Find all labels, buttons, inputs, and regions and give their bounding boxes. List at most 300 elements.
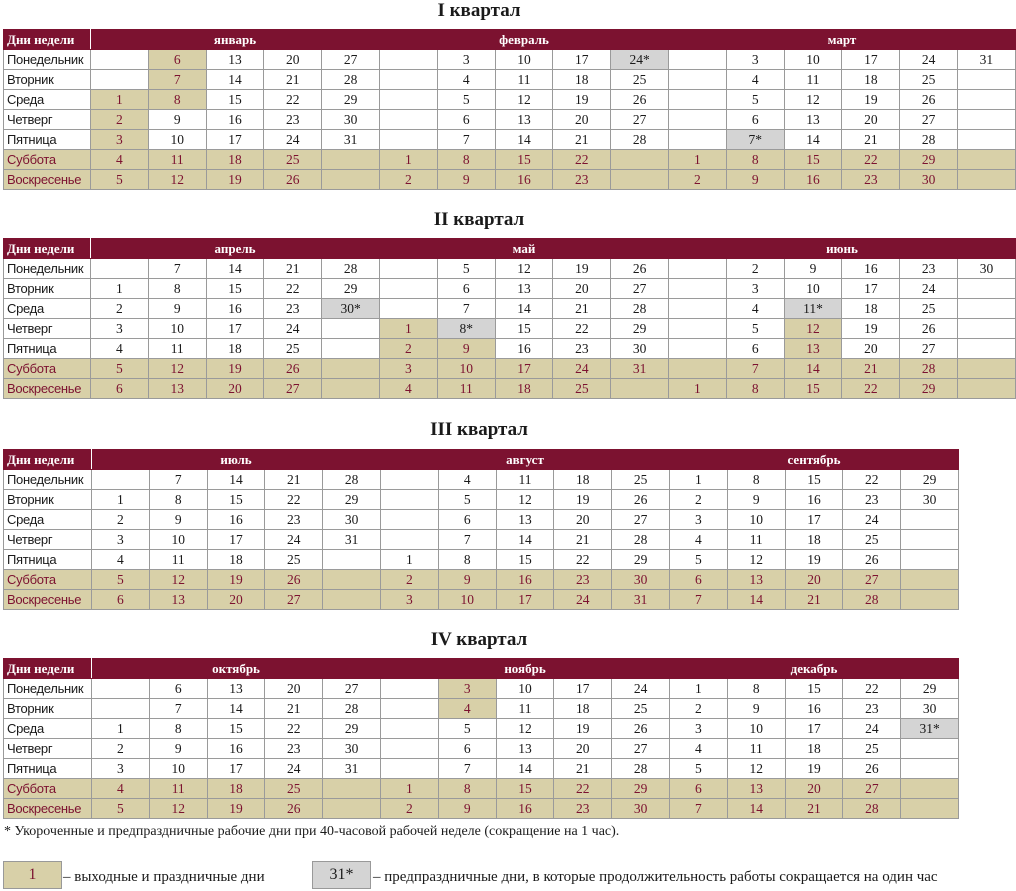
weekday-column-header: Дни недели xyxy=(4,30,91,50)
day-cell: 1 xyxy=(669,150,727,170)
day-cell: 20 xyxy=(554,510,612,530)
day-cell: 3 xyxy=(726,50,784,70)
weekday-column-header: Дни недели xyxy=(4,450,92,470)
day-cell xyxy=(322,339,380,359)
day-cell: 31 xyxy=(323,759,381,779)
day-cell: 12 xyxy=(784,319,842,339)
month-header-1: июль xyxy=(92,450,381,470)
day-cell: 24 xyxy=(900,279,958,299)
day-cell: 28 xyxy=(843,590,901,610)
day-cell: 25 xyxy=(900,299,958,319)
day-cell: 26 xyxy=(264,359,322,379)
day-cell: 4 xyxy=(91,339,149,359)
day-cell: 27 xyxy=(323,679,381,699)
day-cell: 19 xyxy=(207,799,265,819)
day-cell xyxy=(901,570,959,590)
day-cell: 2 xyxy=(91,110,149,130)
day-cell: 15 xyxy=(496,779,554,799)
day-cell: 8 xyxy=(727,470,785,490)
day-cell: 17 xyxy=(553,50,611,70)
day-cell: 30 xyxy=(322,110,380,130)
day-cell: 25 xyxy=(265,550,323,570)
day-cell: 21 xyxy=(785,799,843,819)
day-cell: 20 xyxy=(207,590,265,610)
day-cell xyxy=(92,470,150,490)
calendar-header-row xyxy=(4,239,1016,259)
day-cell: 31 xyxy=(611,359,669,379)
weekday-label: Воскресенье xyxy=(4,799,92,819)
day-cell: 15 xyxy=(206,90,264,110)
day-cell: 23 xyxy=(265,739,323,759)
day-cell: 11 xyxy=(148,339,206,359)
day-cell: 26 xyxy=(900,319,958,339)
day-cell: 13 xyxy=(496,739,554,759)
weekday-row xyxy=(4,259,1016,279)
day-cell: 11 xyxy=(149,779,207,799)
weekday-row xyxy=(4,90,1016,110)
day-cell xyxy=(381,679,439,699)
day-cell: 5 xyxy=(91,359,149,379)
day-cell: 19 xyxy=(206,359,264,379)
day-cell: 31 xyxy=(322,130,380,150)
day-cell: 12 xyxy=(149,799,207,819)
calendar-header-row xyxy=(4,450,959,470)
day-cell: 1 xyxy=(380,319,438,339)
day-cell: 28 xyxy=(612,759,670,779)
day-cell xyxy=(381,699,439,719)
day-cell: 17 xyxy=(206,130,264,150)
day-cell: 13 xyxy=(496,510,554,530)
weekday-row xyxy=(4,699,959,719)
quarter-4-calendar xyxy=(3,658,959,819)
day-cell: 21 xyxy=(553,299,611,319)
day-cell: 18 xyxy=(554,470,612,490)
day-cell: 3 xyxy=(381,590,439,610)
weekday-label: Пятница xyxy=(4,130,91,150)
day-cell xyxy=(669,50,727,70)
day-cell: 16 xyxy=(495,339,553,359)
day-cell: 2 xyxy=(380,170,438,190)
day-cell: 16 xyxy=(496,570,554,590)
day-cell: 9 xyxy=(727,699,785,719)
day-cell: 7 xyxy=(149,470,207,490)
weekday-row xyxy=(4,299,1016,319)
day-cell: 18 xyxy=(207,779,265,799)
day-cell: 14 xyxy=(496,530,554,550)
quarter-3-calendar xyxy=(3,449,959,610)
weekday-label: Четверг xyxy=(4,319,91,339)
day-cell: 24 xyxy=(264,319,322,339)
day-cell: 15 xyxy=(496,550,554,570)
day-cell: 10 xyxy=(496,679,554,699)
weekday-label: Вторник xyxy=(4,699,92,719)
day-cell: 14 xyxy=(207,470,265,490)
day-cell: 23 xyxy=(842,170,900,190)
weekday-label: Среда xyxy=(4,719,92,739)
day-cell: 2 xyxy=(380,339,438,359)
day-cell: 12 xyxy=(148,359,206,379)
day-cell: 8 xyxy=(148,279,206,299)
day-cell: 25 xyxy=(264,339,322,359)
day-cell xyxy=(958,279,1016,299)
day-cell: 3 xyxy=(437,50,495,70)
day-cell: 17 xyxy=(842,50,900,70)
weekday-row xyxy=(4,50,1016,70)
day-cell: 6 xyxy=(148,50,206,70)
day-cell: 30 xyxy=(323,510,381,530)
day-cell: 1 xyxy=(670,679,728,699)
weekday-row xyxy=(4,530,959,550)
day-cell: 15 xyxy=(784,379,842,399)
day-cell: 27 xyxy=(611,110,669,130)
weekday-row xyxy=(4,719,959,739)
day-cell: 12 xyxy=(496,490,554,510)
day-cell xyxy=(380,299,438,319)
day-cell: 24 xyxy=(612,679,670,699)
day-cell: 1 xyxy=(92,490,150,510)
calendar-header-row xyxy=(4,659,959,679)
day-cell: 24 xyxy=(554,590,612,610)
day-cell: 7 xyxy=(148,259,206,279)
day-cell: 26 xyxy=(611,90,669,110)
day-cell xyxy=(901,759,959,779)
day-cell: 9 xyxy=(437,170,495,190)
month-header-1: октябрь xyxy=(92,659,381,679)
day-cell xyxy=(381,510,439,530)
day-cell: 6 xyxy=(149,679,207,699)
day-cell: 30 xyxy=(900,170,958,190)
day-cell: 15 xyxy=(785,470,843,490)
day-cell: 2 xyxy=(381,799,439,819)
weekday-label: Среда xyxy=(4,299,91,319)
day-cell: 25 xyxy=(553,379,611,399)
day-cell: 18 xyxy=(842,70,900,90)
day-cell xyxy=(958,90,1016,110)
day-cell: 26 xyxy=(611,259,669,279)
day-cell: 14 xyxy=(206,70,264,90)
day-cell xyxy=(901,739,959,759)
day-cell: 19 xyxy=(842,319,900,339)
day-cell: 27 xyxy=(322,50,380,70)
day-cell: 11* xyxy=(784,299,842,319)
weekday-label: Понедельник xyxy=(4,259,91,279)
day-cell: 12 xyxy=(149,570,207,590)
day-cell: 28 xyxy=(323,699,381,719)
day-cell xyxy=(958,130,1016,150)
day-cell: 27 xyxy=(843,570,901,590)
day-cell: 22 xyxy=(553,319,611,339)
day-cell: 31 xyxy=(323,530,381,550)
day-cell: 9 xyxy=(149,739,207,759)
day-cell: 27 xyxy=(843,779,901,799)
day-cell: 3 xyxy=(670,719,728,739)
day-cell: 29 xyxy=(611,319,669,339)
day-cell: 6 xyxy=(670,570,728,590)
day-cell: 30 xyxy=(612,570,670,590)
day-cell: 17 xyxy=(785,510,843,530)
day-cell xyxy=(323,550,381,570)
day-cell: 30 xyxy=(958,259,1016,279)
calendar-header-row xyxy=(4,30,1016,50)
day-cell: 31* xyxy=(901,719,959,739)
day-cell: 21 xyxy=(842,130,900,150)
day-cell: 28 xyxy=(900,359,958,379)
day-cell: 20 xyxy=(554,739,612,759)
day-cell: 2 xyxy=(726,259,784,279)
day-cell: 16 xyxy=(784,170,842,190)
day-cell: 17 xyxy=(842,279,900,299)
day-cell: 21 xyxy=(554,759,612,779)
day-cell: 16 xyxy=(496,799,554,819)
day-cell: 6 xyxy=(437,279,495,299)
day-cell: 28 xyxy=(612,530,670,550)
day-cell: 28 xyxy=(323,470,381,490)
day-cell: 8 xyxy=(727,679,785,699)
day-cell xyxy=(669,90,727,110)
day-cell: 15 xyxy=(784,150,842,170)
day-cell xyxy=(901,799,959,819)
day-cell: 29 xyxy=(322,279,380,299)
day-cell: 13 xyxy=(149,590,207,610)
day-cell: 6 xyxy=(726,110,784,130)
day-cell: 20 xyxy=(785,779,843,799)
day-cell: 7 xyxy=(437,299,495,319)
day-cell xyxy=(92,679,150,699)
day-cell: 14 xyxy=(206,259,264,279)
day-cell: 20 xyxy=(785,570,843,590)
day-cell: 1 xyxy=(91,279,149,299)
day-cell: 15 xyxy=(785,679,843,699)
day-cell: 26 xyxy=(265,799,323,819)
day-cell: 20 xyxy=(265,679,323,699)
day-cell: 3 xyxy=(92,530,150,550)
day-cell xyxy=(958,379,1016,399)
weekday-label: Вторник xyxy=(4,490,92,510)
day-cell xyxy=(323,570,381,590)
day-cell: 9 xyxy=(438,799,496,819)
day-cell xyxy=(380,259,438,279)
day-cell: 10 xyxy=(727,510,785,530)
day-cell: 16 xyxy=(842,259,900,279)
legend-holiday-swatch: 1 xyxy=(3,861,62,889)
day-cell xyxy=(323,799,381,819)
day-cell: 17 xyxy=(207,530,265,550)
day-cell: 16 xyxy=(785,699,843,719)
day-cell: 22 xyxy=(843,470,901,490)
day-cell: 5 xyxy=(726,90,784,110)
day-cell: 23 xyxy=(553,339,611,359)
day-cell: 21 xyxy=(264,259,322,279)
weekday-row xyxy=(4,279,1016,299)
weekday-label: Вторник xyxy=(4,70,91,90)
day-cell: 24 xyxy=(265,759,323,779)
weekday-label: Суббота xyxy=(4,779,92,799)
day-cell: 19 xyxy=(785,759,843,779)
day-cell xyxy=(958,70,1016,90)
day-cell: 6 xyxy=(726,339,784,359)
day-cell xyxy=(669,299,727,319)
day-cell: 14 xyxy=(727,799,785,819)
day-cell: 26 xyxy=(843,550,901,570)
day-cell: 23 xyxy=(553,170,611,190)
day-cell: 27 xyxy=(612,510,670,530)
day-cell: 21 xyxy=(554,530,612,550)
day-cell: 7 xyxy=(726,359,784,379)
quarter-1-title: I квартал xyxy=(437,0,521,21)
weekday-label: Воскресенье xyxy=(4,379,91,399)
day-cell: 9 xyxy=(438,570,496,590)
day-cell xyxy=(669,130,727,150)
day-cell: 23 xyxy=(264,299,322,319)
day-cell: 23 xyxy=(264,110,322,130)
day-cell: 23 xyxy=(265,510,323,530)
day-cell: 10 xyxy=(727,719,785,739)
day-cell: 13 xyxy=(784,110,842,130)
day-cell: 12 xyxy=(784,90,842,110)
day-cell: 21 xyxy=(265,699,323,719)
day-cell: 15 xyxy=(495,150,553,170)
day-cell: 10 xyxy=(784,279,842,299)
day-cell xyxy=(958,299,1016,319)
day-cell xyxy=(669,279,727,299)
weekday-label: Пятница xyxy=(4,759,92,779)
day-cell: 9 xyxy=(784,259,842,279)
day-cell: 7* xyxy=(726,130,784,150)
weekday-label: Суббота xyxy=(4,150,91,170)
day-cell: 21 xyxy=(842,359,900,379)
day-cell xyxy=(91,70,149,90)
day-cell: 11 xyxy=(149,550,207,570)
day-cell: 7 xyxy=(148,70,206,90)
day-cell: 28 xyxy=(900,130,958,150)
day-cell: 17 xyxy=(554,679,612,699)
day-cell: 23 xyxy=(554,570,612,590)
day-cell xyxy=(322,319,380,339)
day-cell: 18 xyxy=(495,379,553,399)
day-cell: 29 xyxy=(612,779,670,799)
day-cell xyxy=(901,510,959,530)
day-cell xyxy=(669,110,727,130)
day-cell: 20 xyxy=(842,339,900,359)
day-cell: 17 xyxy=(785,719,843,739)
day-cell: 22 xyxy=(554,779,612,799)
day-cell: 7 xyxy=(149,699,207,719)
month-header-1: апрель xyxy=(91,239,380,259)
day-cell: 4 xyxy=(670,739,728,759)
day-cell: 9 xyxy=(726,170,784,190)
day-cell xyxy=(381,759,439,779)
day-cell: 13 xyxy=(495,279,553,299)
day-cell: 25 xyxy=(612,470,670,490)
day-cell xyxy=(611,150,669,170)
day-cell xyxy=(901,779,959,799)
weekday-row xyxy=(4,759,959,779)
day-cell: 29 xyxy=(322,90,380,110)
day-cell xyxy=(322,379,380,399)
day-cell: 15 xyxy=(207,719,265,739)
day-cell: 31 xyxy=(612,590,670,610)
weekday-label: Пятница xyxy=(4,339,91,359)
month-header-2: февраль xyxy=(380,30,669,50)
day-cell: 1 xyxy=(669,379,727,399)
day-cell: 31 xyxy=(958,50,1016,70)
day-cell: 8 xyxy=(726,379,784,399)
day-cell: 4 xyxy=(92,550,150,570)
day-cell xyxy=(669,359,727,379)
weekday-label: Среда xyxy=(4,90,91,110)
day-cell: 19 xyxy=(554,490,612,510)
day-cell xyxy=(901,590,959,610)
day-cell: 26 xyxy=(264,170,322,190)
day-cell: 7 xyxy=(438,759,496,779)
day-cell: 25 xyxy=(265,779,323,799)
day-cell: 2 xyxy=(91,299,149,319)
day-cell xyxy=(958,150,1016,170)
day-cell: 15 xyxy=(206,279,264,299)
day-cell xyxy=(380,50,438,70)
day-cell: 3 xyxy=(91,319,149,339)
day-cell: 20 xyxy=(553,110,611,130)
day-cell: 17 xyxy=(206,319,264,339)
weekday-row xyxy=(4,739,959,759)
day-cell: 14 xyxy=(784,359,842,379)
day-cell: 24* xyxy=(611,50,669,70)
day-cell: 18 xyxy=(842,299,900,319)
day-cell: 4 xyxy=(437,70,495,90)
day-cell: 7 xyxy=(670,799,728,819)
day-cell: 3 xyxy=(670,510,728,530)
day-cell: 12 xyxy=(495,90,553,110)
weekday-label: Четверг xyxy=(4,739,92,759)
day-cell: 10 xyxy=(438,590,496,610)
day-cell: 25 xyxy=(900,70,958,90)
quarter-3-title: III квартал xyxy=(430,419,528,440)
day-cell: 6 xyxy=(438,739,496,759)
day-cell: 27 xyxy=(611,279,669,299)
day-cell: 4 xyxy=(438,699,496,719)
day-cell: 8 xyxy=(726,150,784,170)
day-cell: 3 xyxy=(380,359,438,379)
day-cell: 19 xyxy=(553,90,611,110)
day-cell: 28 xyxy=(322,70,380,90)
day-cell: 11 xyxy=(496,699,554,719)
day-cell xyxy=(669,319,727,339)
day-cell: 1 xyxy=(670,470,728,490)
day-cell: 13 xyxy=(784,339,842,359)
weekday-column-header: Дни недели xyxy=(4,239,91,259)
day-cell: 19 xyxy=(553,259,611,279)
weekday-label: Четверг xyxy=(4,110,91,130)
weekday-label: Суббота xyxy=(4,570,92,590)
month-header-3: июнь xyxy=(669,239,1016,259)
day-cell: 5 xyxy=(437,259,495,279)
day-cell: 19 xyxy=(842,90,900,110)
weekday-row xyxy=(4,339,1016,359)
day-cell: 5 xyxy=(726,319,784,339)
day-cell xyxy=(322,150,380,170)
day-cell: 26 xyxy=(612,490,670,510)
legend-short-day-swatch: 31* xyxy=(312,861,371,889)
day-cell: 21 xyxy=(265,470,323,490)
day-cell: 9 xyxy=(727,490,785,510)
day-cell: 12 xyxy=(727,550,785,570)
day-cell: 2 xyxy=(670,699,728,719)
weekday-label: Понедельник xyxy=(4,679,92,699)
day-cell: 20 xyxy=(553,279,611,299)
day-cell: 9 xyxy=(149,510,207,530)
day-cell: 28 xyxy=(322,259,380,279)
month-header-2: август xyxy=(381,450,670,470)
